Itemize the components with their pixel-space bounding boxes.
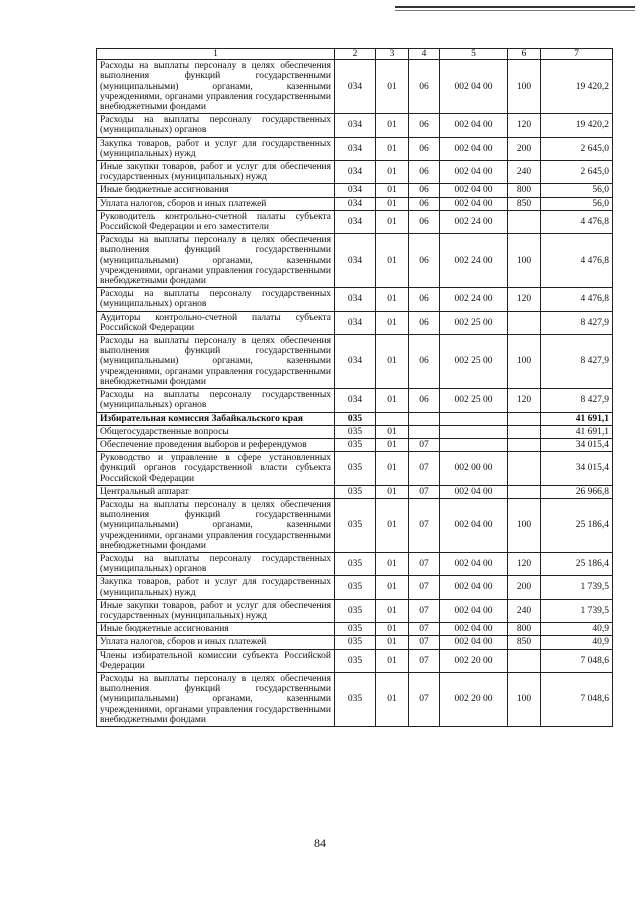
row-amount: 34 015,4 (541, 452, 613, 486)
row-subsection-code: 07 (409, 672, 440, 726)
row-target-code: 002 04 00 (440, 636, 508, 649)
row-ministry-code: 035 (335, 438, 376, 451)
row-name: Аудиторы контрольно-счетной палаты субъекта Российской Федерации (97, 311, 335, 334)
row-subsection-code: 07 (409, 599, 440, 622)
row-target-code: 002 04 00 (440, 197, 508, 210)
row-subsection-code: 07 (409, 438, 440, 451)
row-expense-type: 800 (508, 623, 541, 636)
row-name: Уплата налогов, сборов и иных платежей (97, 636, 335, 649)
row-ministry-code: 034 (335, 161, 376, 184)
row-section-code: 01 (376, 311, 409, 334)
row-target-code: 002 20 00 (440, 649, 508, 672)
row-section-code: 01 (376, 161, 409, 184)
row-expense-type: 200 (508, 137, 541, 160)
table-row (97, 184, 613, 197)
row-target-code: 002 24 00 (440, 234, 508, 288)
row-subsection-code: 06 (409, 234, 440, 288)
row-subsection-code: 07 (409, 576, 440, 599)
row-amount: 26 966,8 (541, 485, 613, 498)
row-name: Руководитель контрольно-счетной палаты субъекта Российской Федерации и его заместители (97, 210, 335, 233)
row-target-code: 002 04 00 (440, 60, 508, 114)
table-row (97, 210, 613, 233)
row-expense-type: 120 (508, 552, 541, 575)
row-section-code (376, 412, 409, 425)
row-amount: 34 015,4 (541, 438, 613, 451)
row-name: Иные бюджетные ассигнования (97, 184, 335, 197)
row-expense-type (508, 210, 541, 233)
row-subsection-code: 07 (409, 452, 440, 486)
row-amount: 41 691,1 (541, 412, 613, 425)
row-target-code: 002 20 00 (440, 672, 508, 726)
row-expense-type (508, 485, 541, 498)
table-row (97, 335, 613, 389)
row-name: Расходы на выплаты персоналу государственных (муниципальных) органов (97, 288, 335, 311)
row-expense-type: 800 (508, 184, 541, 197)
row-subsection-code: 06 (409, 114, 440, 137)
table-row (97, 197, 613, 210)
row-amount: 2 645,0 (541, 161, 613, 184)
row-name: Расходы на выплаты персоналу государственных (муниципальных) органов (97, 114, 335, 137)
row-amount: 25 186,4 (541, 552, 613, 575)
row-subsection-code: 07 (409, 649, 440, 672)
col-header: 6 (508, 49, 541, 60)
col-header: 7 (541, 49, 613, 60)
row-expense-type (508, 438, 541, 451)
row-expense-type (508, 452, 541, 486)
row-section-code: 01 (376, 498, 409, 552)
row-ministry-code: 035 (335, 485, 376, 498)
row-name: Расходы на выплаты персоналу государственных (муниципальных) органов (97, 552, 335, 575)
page-number: 84 (314, 836, 326, 850)
row-section-code: 01 (376, 425, 409, 438)
row-target-code: 002 04 00 (440, 161, 508, 184)
row-ministry-code: 034 (335, 389, 376, 412)
row-target-code: 002 04 00 (440, 184, 508, 197)
row-name: Расходы на выплаты персоналу в целях обеспечения выполнения функций государственными (муниципальными) органами, казенными учреждениями, органами управления государственными внебюджетными фондами (97, 335, 335, 389)
table-row (97, 425, 613, 438)
row-subsection-code: 07 (409, 636, 440, 649)
row-ministry-code: 034 (335, 311, 376, 334)
row-section-code: 01 (376, 599, 409, 622)
row-section-code: 01 (376, 452, 409, 486)
row-name: Общегосударственные вопросы (97, 425, 335, 438)
row-name: Руководство и управление в сфере установленных функций органов государственной власти субъекта Российской Федерации (97, 452, 335, 486)
row-expense-type: 240 (508, 599, 541, 622)
table-row (97, 498, 613, 552)
row-name: Расходы на выплаты персоналу в целях обеспечения выполнения функций государственными (муниципальными) органами, казенными учреждениями, органами управления государственными внебюджетными фондами (97, 60, 335, 114)
row-amount: 4 476,8 (541, 288, 613, 311)
header-rule-thin (395, 10, 635, 11)
row-subsection-code (409, 412, 440, 425)
row-amount: 8 427,9 (541, 389, 613, 412)
table-row (97, 636, 613, 649)
row-ministry-code: 034 (335, 234, 376, 288)
table-row (97, 311, 613, 334)
row-subsection-code: 07 (409, 485, 440, 498)
col-header: 3 (376, 49, 409, 60)
row-amount: 56,0 (541, 184, 613, 197)
row-section-code: 01 (376, 137, 409, 160)
row-ministry-code: 034 (335, 137, 376, 160)
row-subsection-code: 06 (409, 197, 440, 210)
row-section-code: 01 (376, 672, 409, 726)
row-target-code: 002 04 00 (440, 623, 508, 636)
row-target-code: 002 25 00 (440, 311, 508, 334)
header-rule (395, 6, 635, 8)
table-row (97, 576, 613, 599)
table-row (97, 438, 613, 451)
row-subsection-code: 06 (409, 60, 440, 114)
row-section-code: 01 (376, 114, 409, 137)
row-target-code (440, 438, 508, 451)
row-section-code: 01 (376, 60, 409, 114)
table-row (97, 452, 613, 486)
row-amount: 40,9 (541, 636, 613, 649)
row-ministry-code: 035 (335, 636, 376, 649)
row-ministry-code: 035 (335, 672, 376, 726)
table-row (97, 623, 613, 636)
row-ministry-code: 034 (335, 114, 376, 137)
row-section-code: 01 (376, 288, 409, 311)
row-ministry-code: 035 (335, 599, 376, 622)
row-ministry-code: 035 (335, 552, 376, 575)
table-row (97, 60, 613, 114)
row-ministry-code: 034 (335, 210, 376, 233)
row-section-code: 01 (376, 649, 409, 672)
row-target-code: 002 04 00 (440, 576, 508, 599)
row-subsection-code: 07 (409, 498, 440, 552)
row-ministry-code: 034 (335, 184, 376, 197)
row-subsection-code: 06 (409, 389, 440, 412)
row-name: Закупка товаров, работ и услуг для государственных (муниципальных) нужд (97, 576, 335, 599)
row-name: Расходы на выплаты персоналу в целях обеспечения выполнения функций государственными (муниципальными) органами, казенными учреждениями, органами управления государственными внебюджетными фондами (97, 234, 335, 288)
table-row (97, 412, 613, 425)
row-section-code: 01 (376, 234, 409, 288)
row-expense-type (508, 425, 541, 438)
row-expense-type: 850 (508, 197, 541, 210)
row-expense-type: 850 (508, 636, 541, 649)
row-subsection-code: 06 (409, 210, 440, 233)
table-row (97, 485, 613, 498)
row-expense-type: 100 (508, 498, 541, 552)
row-subsection-code: 07 (409, 623, 440, 636)
row-name: Расходы на выплаты персоналу в целях обеспечения выполнения функций государственными (муниципальными) органами, казенными учреждениями, органами управления государственными внебюджетными фондами (97, 498, 335, 552)
row-amount: 4 476,8 (541, 234, 613, 288)
row-name: Члены избирательной комиссии субъекта Российской Федерации (97, 649, 335, 672)
row-amount: 8 427,9 (541, 311, 613, 334)
row-amount: 56,0 (541, 197, 613, 210)
row-target-code (440, 412, 508, 425)
row-name: Закупка товаров, работ и услуг для государственных (муниципальных) нужд (97, 137, 335, 160)
row-expense-type: 100 (508, 234, 541, 288)
row-target-code: 002 04 00 (440, 599, 508, 622)
row-expense-type (508, 412, 541, 425)
row-target-code (440, 425, 508, 438)
row-target-code: 002 25 00 (440, 389, 508, 412)
col-header: 4 (409, 49, 440, 60)
budget-table (96, 48, 613, 727)
row-expense-type: 120 (508, 288, 541, 311)
row-ministry-code: 034 (335, 60, 376, 114)
row-section-code: 01 (376, 210, 409, 233)
row-name: Уплата налогов, сборов и иных платежей (97, 197, 335, 210)
row-target-code: 002 04 00 (440, 485, 508, 498)
row-amount: 19 420,2 (541, 114, 613, 137)
table-row (97, 234, 613, 288)
row-amount: 4 476,8 (541, 210, 613, 233)
row-section-code: 01 (376, 576, 409, 599)
row-target-code: 002 24 00 (440, 288, 508, 311)
row-expense-type: 100 (508, 335, 541, 389)
row-amount: 1 739,5 (541, 599, 613, 622)
row-name: Расходы на выплаты персоналу государственных (муниципальных) органов (97, 389, 335, 412)
table-row (97, 552, 613, 575)
row-target-code: 002 04 00 (440, 552, 508, 575)
row-expense-type (508, 311, 541, 334)
row-expense-type: 120 (508, 114, 541, 137)
row-ministry-code: 035 (335, 576, 376, 599)
row-expense-type: 120 (508, 389, 541, 412)
row-target-code: 002 04 00 (440, 114, 508, 137)
table-header-row (97, 49, 613, 60)
col-header: 2 (335, 49, 376, 60)
table-row (97, 389, 613, 412)
row-section-code: 01 (376, 197, 409, 210)
row-target-code: 002 25 00 (440, 335, 508, 389)
row-section-code: 01 (376, 552, 409, 575)
row-ministry-code: 035 (335, 412, 376, 425)
row-subsection-code: 07 (409, 552, 440, 575)
row-name: Иные бюджетные ассигнования (97, 623, 335, 636)
row-expense-type: 240 (508, 161, 541, 184)
row-target-code: 002 24 00 (440, 210, 508, 233)
row-name: Обеспечение проведения выборов и референдумов (97, 438, 335, 451)
row-subsection-code: 06 (409, 161, 440, 184)
row-ministry-code: 034 (335, 335, 376, 389)
row-section-code: 01 (376, 485, 409, 498)
row-expense-type (508, 649, 541, 672)
table-row (97, 114, 613, 137)
row-name: Иные закупки товаров, работ и услуг для обеспечения государственных (муниципальных) нужд (97, 599, 335, 622)
table-row (97, 161, 613, 184)
row-name: Иные закупки товаров, работ и услуг для обеспечения государственных (муниципальных) нужд (97, 161, 335, 184)
row-subsection-code: 06 (409, 311, 440, 334)
row-subsection-code: 06 (409, 137, 440, 160)
row-section-code: 01 (376, 636, 409, 649)
row-amount: 40,9 (541, 623, 613, 636)
table-row (97, 649, 613, 672)
col-header: 5 (440, 49, 508, 60)
row-section-code: 01 (376, 335, 409, 389)
row-ministry-code: 035 (335, 452, 376, 486)
row-expense-type: 200 (508, 576, 541, 599)
row-amount: 2 645,0 (541, 137, 613, 160)
row-name: Расходы на выплаты персоналу в целях обеспечения выполнения функций государственными (муниципальными) органами, казенными учреждениями, органами управления государственными внебюджетными фондами (97, 672, 335, 726)
row-ministry-code: 034 (335, 288, 376, 311)
row-subsection-code: 06 (409, 335, 440, 389)
row-amount: 7 048,6 (541, 672, 613, 726)
table-row (97, 672, 613, 726)
row-target-code: 002 04 00 (440, 137, 508, 160)
table-row (97, 599, 613, 622)
row-section-code: 01 (376, 389, 409, 412)
row-amount: 41 691,1 (541, 425, 613, 438)
row-amount: 19 420,2 (541, 60, 613, 114)
row-section-code: 01 (376, 184, 409, 197)
row-target-code: 002 04 00 (440, 498, 508, 552)
table-row (97, 137, 613, 160)
row-ministry-code: 035 (335, 623, 376, 636)
row-section-code: 01 (376, 623, 409, 636)
row-name: Центральный аппарат (97, 485, 335, 498)
row-ministry-code: 034 (335, 197, 376, 210)
row-subsection-code (409, 425, 440, 438)
row-expense-type: 100 (508, 60, 541, 114)
table-row (97, 288, 613, 311)
row-amount: 7 048,6 (541, 649, 613, 672)
row-ministry-code: 035 (335, 425, 376, 438)
row-amount: 25 186,4 (541, 498, 613, 552)
row-expense-type: 100 (508, 672, 541, 726)
row-ministry-code: 035 (335, 498, 376, 552)
row-subsection-code: 06 (409, 288, 440, 311)
row-name: Избирательная комиссия Забайкальского края (97, 412, 335, 425)
row-amount: 8 427,9 (541, 335, 613, 389)
col-header: 1 (97, 49, 335, 60)
row-target-code: 002 00 00 (440, 452, 508, 486)
row-subsection-code: 06 (409, 184, 440, 197)
row-amount: 1 739,5 (541, 576, 613, 599)
row-ministry-code: 035 (335, 649, 376, 672)
row-section-code: 01 (376, 438, 409, 451)
